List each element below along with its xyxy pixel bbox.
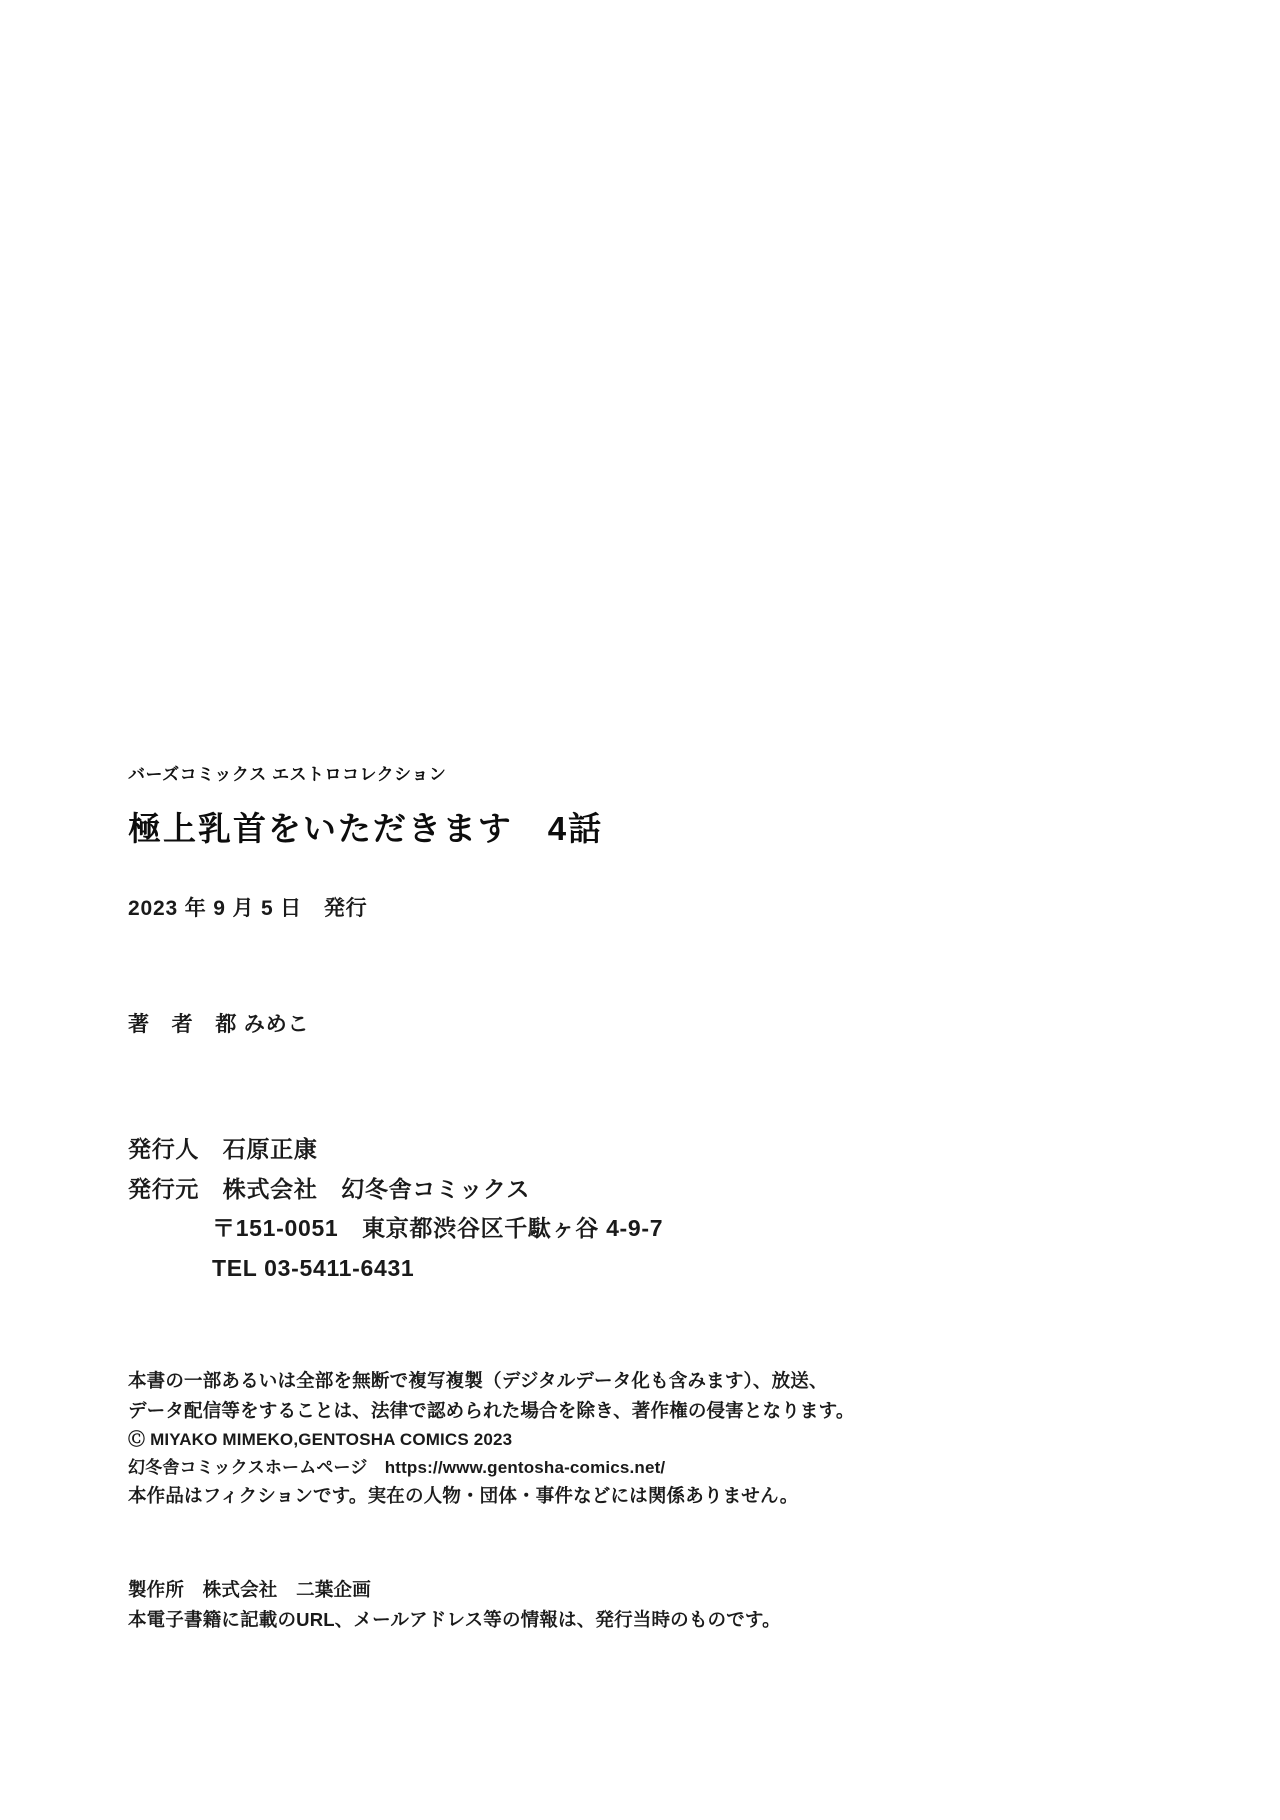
author-line: 著 者 都 みめこ <box>128 1013 310 1036</box>
publisher-company: 発行元 株式会社 幻冬舎コミックス <box>128 1175 531 1202</box>
homepage-line: 幻冬舎コミックスホームページ https://www.gentosha-comics.net/ <box>128 1457 666 1477</box>
work-title: 極上乳首をいただきます 4話 <box>128 810 604 847</box>
publisher-tel: TEL 03-5411-6431 <box>212 1254 415 1281</box>
publisher-person: 発行人 石原正康 <box>128 1136 318 1162</box>
production-block <box>128 1575 1128 1635</box>
publisher-address: 〒151-0051 東京都渋谷区千駄ヶ谷 4-9-7 <box>212 1215 664 1242</box>
legal-notice-block <box>128 1366 1128 1511</box>
production-studio: 製作所 株式会社 二葉企画 <box>128 1579 371 1601</box>
publisher-block <box>128 1130 1128 1288</box>
fiction-disclaimer: 本作品はフィクションです。実在の人物・団体・事件などには関係ありません。 <box>128 1485 799 1507</box>
publication-date: 2023 年 9 月 5 日 発行 <box>128 897 368 920</box>
series-label: バーズコミックス エストロコレクション <box>128 765 447 784</box>
colophon-block <box>128 760 1128 1635</box>
legal-line: データ配信等をすることは、法律で認められた場合を除き、著作権の侵害となります。 <box>128 1400 855 1422</box>
legal-line: 本書の一部あるいは全部を無断で複写複製（デジタルデータ化も含みます）、放送、 <box>128 1370 828 1392</box>
url-disclaimer: 本電子書籍に記載のURL、メールアドレス等の情報は、発行当時のものです。 <box>128 1609 781 1631</box>
copyright-line: Ⓒ MIYAKO MIMEKO,GENTOSHA COMICS 2023 <box>128 1430 513 1450</box>
